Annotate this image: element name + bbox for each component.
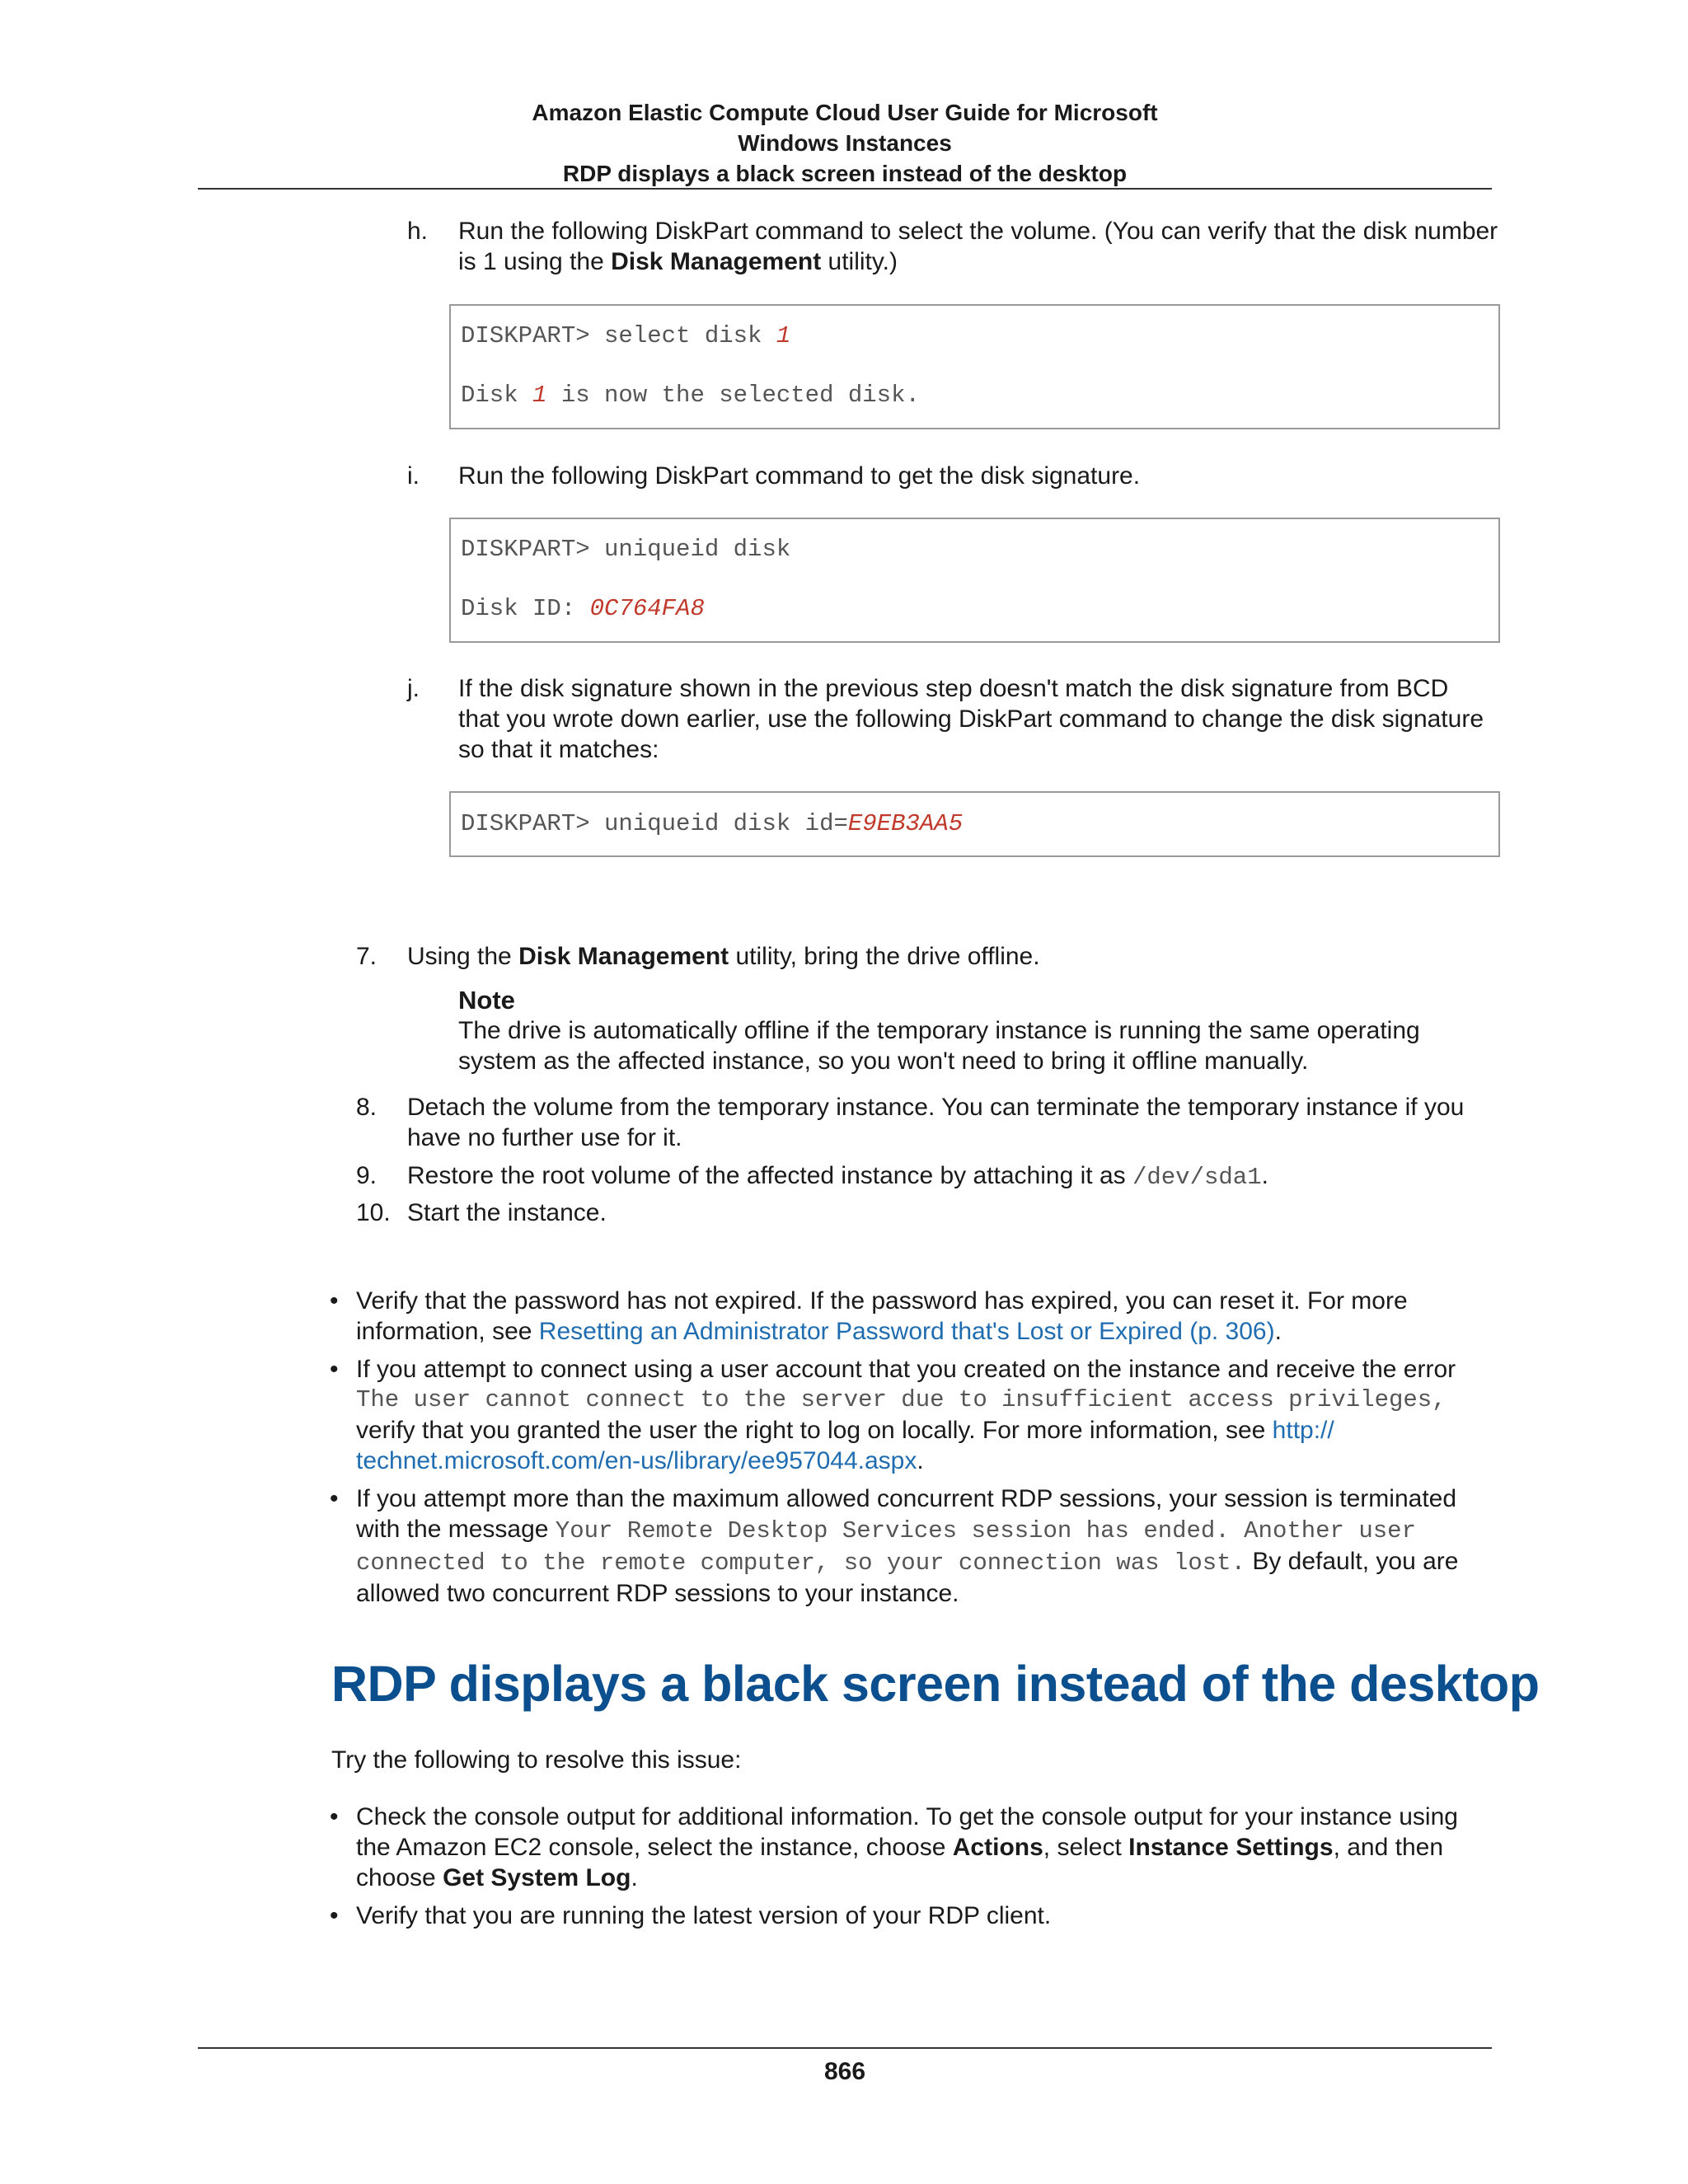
header-line-2: Windows Instances: [738, 130, 952, 156]
step-7-marker: 7.: [356, 943, 377, 970]
bullet-marker: •: [330, 1485, 339, 1512]
bullet-marker: •: [330, 1902, 339, 1929]
code-line: [461, 810, 963, 837]
s1-text-end: .: [631, 1864, 638, 1891]
bullet-marker: •: [330, 1803, 339, 1830]
reset-password-link[interactable]: Resetting an Administrator Password that's Lost or Expired (p. 306): [538, 1318, 1275, 1345]
bullet-2-end: .: [917, 1447, 924, 1474]
step-8-marker: 8.: [356, 1094, 377, 1121]
footer-rule: [198, 2047, 1492, 2049]
bullet-1-line-1: Verify that the password has not expired. If the password has expired, you can reset it. For more: [356, 1287, 1408, 1315]
step-7-text: [407, 941, 1040, 972]
code-line: [461, 595, 705, 622]
section-bullet-1-line-1: Check the console output for additional information. To get the console output for your instance using: [356, 1803, 1458, 1830]
bullet-1-text: information, see: [356, 1318, 539, 1345]
code-line: [461, 382, 920, 409]
step-h-line-2-c: utility.): [821, 248, 898, 275]
bullet-1-end: .: [1274, 1318, 1282, 1345]
bullet-marker: •: [330, 1287, 339, 1315]
bullet-2-line-1: If you attempt to connect using a user account that you created on the instance and receive the error: [356, 1356, 1456, 1383]
bullet-concurrent-sessions: [356, 1483, 1458, 1609]
header-rule: [198, 188, 1492, 190]
s1-text-c: , select: [1043, 1834, 1129, 1861]
code-text: DISKPART> uniqueid disk id=: [461, 810, 848, 837]
step-j-marker: j.: [407, 675, 420, 702]
technet-link-part-1[interactable]: http://: [1272, 1417, 1334, 1444]
step-9-marker: 9.: [356, 1162, 377, 1189]
step-8-line-2: have no further use for it.: [407, 1124, 682, 1151]
step-7-text-a: Using the: [407, 943, 519, 970]
technet-link-part-2[interactable]: technet.microsoft.com/en-us/library/ee957044.aspx: [356, 1447, 917, 1474]
instance-settings-bold: Instance Settings: [1128, 1834, 1334, 1861]
error-message-code: The user cannot connect to the server due to insufficient access privileges,: [356, 1386, 1447, 1413]
s1-text-a: the Amazon EC2 console, select the instance, choose: [356, 1834, 953, 1861]
step-h-line-1: Run the following DiskPart command to select the volume. (You can verify that the disk number: [458, 218, 1498, 245]
step-j-line-1: If the disk signature shown in the previous step doesn't match the disk signature from BCD: [458, 675, 1449, 702]
code-line: DISKPART> uniqueid disk: [461, 536, 791, 563]
code-text: DISKPART> select disk: [461, 322, 776, 349]
step-h-line-2-a: is 1 using the: [458, 248, 612, 275]
device-path: /dev/sda1: [1132, 1164, 1262, 1191]
code-highlight: E9EB3AA5: [847, 810, 964, 837]
section-heading: RDP displays a black screen instead of the desktop: [331, 1656, 1540, 1712]
step-h-marker: h.: [407, 218, 429, 245]
bullet-2-line-3: [356, 1415, 1456, 1446]
code-text: is now the selected disk.: [546, 382, 920, 409]
step-8-line-1: Detach the volume from the temporary instance. You can terminate the temporary instance if you: [407, 1094, 1465, 1121]
code-block-change-signature: [449, 791, 1500, 857]
bullet-3-text: with the message: [356, 1516, 556, 1543]
page-number: 866: [823, 2058, 866, 2085]
note-title: Note: [458, 986, 515, 1015]
bullet-marker: •: [330, 1356, 339, 1383]
header-line-3: RDP displays a black screen instead of the desktop: [562, 161, 1128, 186]
actions-bold: Actions: [952, 1834, 1043, 1861]
disk-management-bold: Disk Management: [611, 248, 822, 275]
step-i-marker: i.: [407, 462, 420, 490]
bullet-2-text: verify that you granted the user the right to log on locally. For more information, see: [356, 1417, 1273, 1444]
get-system-log-bold: Get System Log: [443, 1864, 631, 1891]
note-line-2: system as the affected instance, so you won't need to bring it offline manually.: [458, 1047, 1309, 1075]
bullet-3-line-4: allowed two concurrent RDP sessions to your instance.: [356, 1580, 959, 1607]
step-8-text: [407, 1092, 1464, 1153]
step-h-text: [458, 216, 1498, 277]
step-10-marker: 10.: [356, 1199, 391, 1226]
bullet-console-output: [356, 1802, 1458, 1893]
bullet-rdp-client: Verify that you are running the latest version of your RDP client.: [356, 1902, 1052, 1929]
bullet-3-line-1: If you attempt more than the maximum allowed concurrent RDP sessions, your session is terminated: [356, 1485, 1457, 1512]
running-header: [198, 97, 1492, 189]
header-line-1: Amazon Elastic Compute Cloud User Guide for Microsoft: [532, 100, 1158, 125]
step-j-text: [458, 673, 1484, 765]
bullet-3-text-c: By default, you are: [1245, 1548, 1459, 1575]
code-highlight: 1: [532, 382, 547, 409]
section-bullet-1-line-2: [356, 1832, 1458, 1863]
bullet-2-line-4: [356, 1446, 1456, 1476]
bullet-3-line-2: [356, 1514, 1458, 1546]
s1-text-f: choose: [356, 1864, 443, 1891]
disk-management-bold: Disk Management: [518, 943, 729, 970]
s1-text-e: , and then: [1333, 1834, 1444, 1861]
session-ended-message: Your Remote Desktop Services session has ended. Another user: [555, 1517, 1416, 1544]
bullet-user-account: [356, 1354, 1456, 1476]
step-j-line-2: that you wrote down earlier, use the following DiskPart command to change the disk signature: [458, 705, 1484, 733]
section-bullet-1-line-3: [356, 1863, 1458, 1893]
code-highlight: 0C764FA8: [589, 595, 705, 622]
bullet-1-line-2: [356, 1316, 1408, 1347]
step-j-line-3: so that it matches:: [458, 736, 659, 763]
step-10-text: Start the instance.: [407, 1199, 607, 1226]
code-line: [461, 322, 790, 349]
bullet-password: [356, 1286, 1408, 1347]
bullet-3-line-3: [356, 1546, 1458, 1578]
code-block-uniqueid: [449, 518, 1500, 643]
code-text: Disk: [461, 382, 533, 409]
step-h-line-2: [458, 246, 1498, 277]
section-intro: Try the following to resolve this issue:: [331, 1746, 742, 1774]
session-ended-message-cont: connected to the remote computer, so your connection was lost.: [356, 1549, 1245, 1577]
note-body: [458, 1015, 1420, 1076]
step-9-text-c: .: [1261, 1162, 1268, 1189]
step-i-text: Run the following DiskPart command to get the disk signature.: [458, 462, 1141, 490]
code-block-select-disk: [449, 304, 1500, 429]
step-7-text-c: utility, bring the drive offline.: [729, 943, 1040, 970]
step-9-text-a: Restore the root volume of the affected instance by attaching it as: [407, 1162, 1132, 1189]
step-9-text: [407, 1160, 1268, 1193]
code-highlight: 1: [776, 322, 791, 349]
code-text: Disk ID:: [461, 595, 590, 622]
note-line-1: The drive is automatically offline if the temporary instance is running the same operating: [458, 1017, 1420, 1044]
